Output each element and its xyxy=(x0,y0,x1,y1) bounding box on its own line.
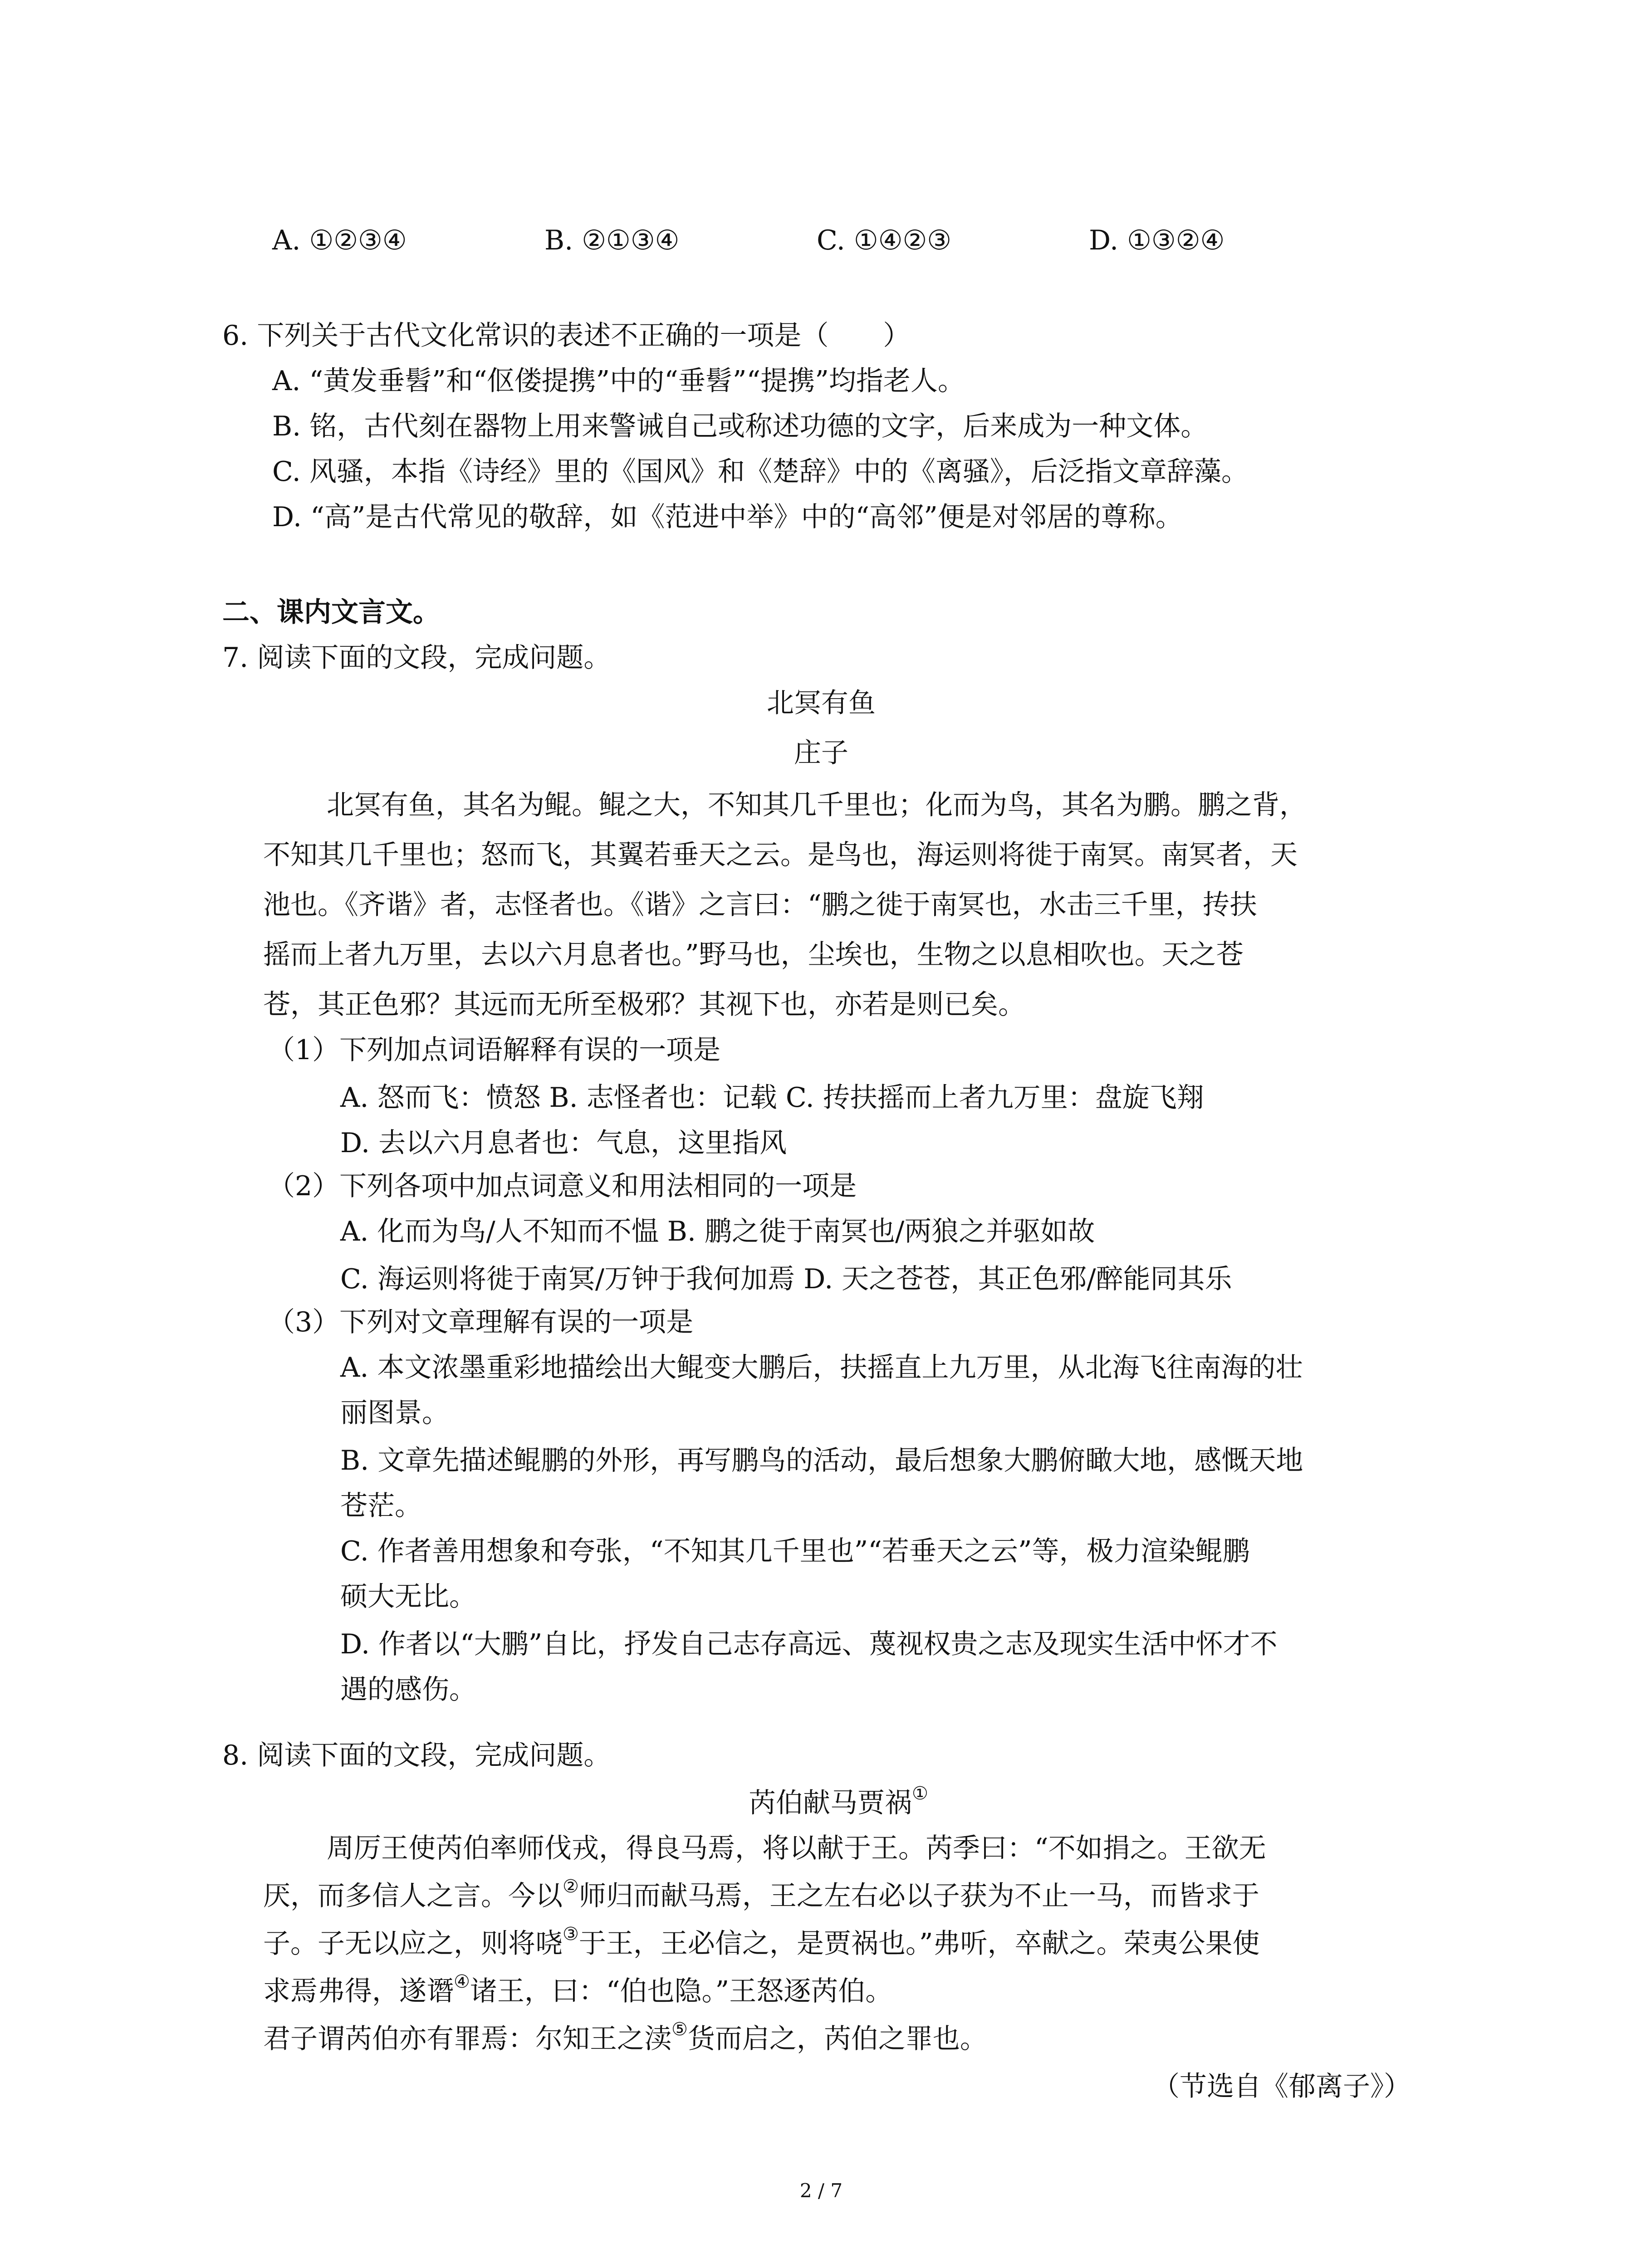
q5-option-c: C. ①④②③ xyxy=(817,225,952,256)
q6-option-c: C. 风骚，本指《诗经》里的《国风》和《楚辞》中的《离骚》，后泛指文章辞藻。 xyxy=(272,456,1249,488)
q7-sub2-stem: （2）下列各项中加点词意义和用法相同的一项是 xyxy=(268,1170,857,1202)
q7-sub3-option-c: C. 作者善用想象和夸张，“不知其几千里也”“若垂天之云”等，极力渲染鲲鹏 xyxy=(340,1535,1250,1567)
q6-option-d: D. “高”是古代常见的敬辞，如《范进中举》中的“高邻”便是对邻居的尊称。 xyxy=(272,501,1183,533)
q7-sub3-stem: （3）下列对文章理解有误的一项是 xyxy=(268,1306,694,1338)
passage-text: 师归而献马焉，王之左右必以子获为不止一马，而皆求于 xyxy=(578,1880,1259,1912)
q7-sub1-stem: （1）下列加点词语解释有误的一项是 xyxy=(268,1034,721,1066)
footnote-marker: ③ xyxy=(563,1924,579,1945)
q5-option-b: B. ②①③④ xyxy=(544,225,680,256)
q7-sub3-option-d: 遇的感伤。 xyxy=(340,1674,476,1706)
q8-passage-line: 周厉王使芮伯率师伐戎，得良马焉，将以献于王。芮季曰：“不如捐之。王欲无 xyxy=(327,1833,1266,1864)
passage-text: 求焉弗得，遂谮 xyxy=(263,1975,454,2007)
q5-option-a: A. ①②③④ xyxy=(272,225,407,256)
q7-passage-line: 池也。《齐谐》者，志怪者也。《谐》之言曰：“鹏之徙于南冥也，水击三千里，抟扶 xyxy=(263,889,1257,921)
passage-text: 于王，王必信之，是贾祸也。”弗听，卒献之。荣夷公果使 xyxy=(578,1928,1260,1960)
q8-passage-line xyxy=(263,2021,987,2057)
q6-option-a: A. “黄发垂髫”和“伛偻提携”中的“垂髫”“提携”均指老人。 xyxy=(272,365,965,397)
footnote-marker: ② xyxy=(563,1876,579,1897)
q7-sub3-option-b: 苍茫。 xyxy=(340,1490,422,1522)
page-number: 2 / 7 xyxy=(799,2180,843,2202)
passage-text: 诸王，曰：“伯也隐。”王怒逐芮伯。 xyxy=(470,1975,893,2007)
q7-sub3-option-a: A. 本文浓墨重彩地描绘出大鲲变大鹏后，扶摇直上九万里，从北海飞往南海的壮 xyxy=(340,1352,1303,1383)
q5-options xyxy=(272,222,1406,259)
q8-title-text: 芮伯献马贾祸 xyxy=(749,1787,912,1819)
q7-sub2-options: C. 海运则将徙于南冥/万钟于我何加焉 D. 天之苍苍，其正色邪/醉能同其乐 xyxy=(340,1263,1232,1295)
q6-stem: 6. 下列关于古代文化常识的表述不正确的一项是（ ） xyxy=(222,320,911,352)
q8-passage-line xyxy=(263,1973,892,2009)
footnote-marker: ⑤ xyxy=(671,2019,688,2040)
q7-sub2-options: A. 化而为鸟/人不知而不愠 B. 鹏之徙于南冥也/两狼之并驱如故 xyxy=(340,1216,1095,1247)
q8-passage-line xyxy=(263,1878,1259,1914)
passage-text: 厌，而多信人之言。今以 xyxy=(263,1880,563,1912)
footnote-marker: ① xyxy=(912,1783,928,1804)
q7-passage-line: 摇而上者九万里，去以六月息者也。”野马也，尘埃也，生物之以息相吹也。天之苍 xyxy=(263,939,1244,971)
q8-stem: 8. 阅读下面的文段，完成问题。 xyxy=(222,1740,611,1771)
q7-passage-author: 庄子 xyxy=(794,737,848,769)
q7-passage-line: 不知其几千里也；怒而飞，其翼若垂天之云。是鸟也，海运则将徙于南冥。南冥者，天 xyxy=(263,839,1298,871)
q7-sub3-option-c: 硕大无比。 xyxy=(340,1581,476,1613)
q8-passage-line xyxy=(263,1926,1260,1962)
q7-passage-line: 苍，其正色邪？其远而无所至极邪？其视下也，亦若是则已矣。 xyxy=(263,989,1025,1021)
passage-text: 君子谓芮伯亦有罪焉：尔知王之渎 xyxy=(263,2023,671,2055)
q8-passage-title xyxy=(749,1785,928,1821)
q7-sub1-options: D. 去以六月息者也：气息，这里指风 xyxy=(340,1127,787,1159)
q7-sub1-options: A. 怒而飞：愤怒 B. 志怪者也：记载 C. 抟扶摇而上者九万里：盘旋飞翔 xyxy=(340,1082,1204,1114)
footnote-marker: ④ xyxy=(454,1971,470,1992)
q6-option-b: B. 铭，古代刻在器物上用来警诫自己或称述功德的文字，后来成为一种文体。 xyxy=(272,411,1208,442)
passage-text: 子。子无以应之，则将哓 xyxy=(263,1928,563,1960)
q7-sub3-option-b: B. 文章先描述鲲鹏的外形，再写鹏鸟的活动，最后想象大鹏俯瞰大地，感慨天地 xyxy=(340,1445,1303,1476)
q7-passage-line: 北冥有鱼，其名为鲲。鲲之大，不知其几千里也；化而为鸟，其名为鹏。鹏之背， xyxy=(327,789,1307,821)
passage-text: 货而启之，芮伯之罪也。 xyxy=(687,2023,987,2055)
q7-passage-title: 北冥有鱼 xyxy=(767,687,876,719)
q8-source: （节选自《郁离子》） xyxy=(1152,2071,1411,2102)
q5-option-d: D. ①③②④ xyxy=(1089,225,1225,256)
q7-sub3-option-d: D. 作者以“大鹏”自比，抒发自己志存高远、蔑视权贵之志及现实生活中怀才不 xyxy=(340,1628,1278,1660)
q7-sub3-option-a: 丽图景。 xyxy=(340,1397,449,1429)
q7-stem: 7. 阅读下面的文段，完成问题。 xyxy=(222,642,611,674)
section-heading: 二、课内文言文。 xyxy=(222,596,440,628)
